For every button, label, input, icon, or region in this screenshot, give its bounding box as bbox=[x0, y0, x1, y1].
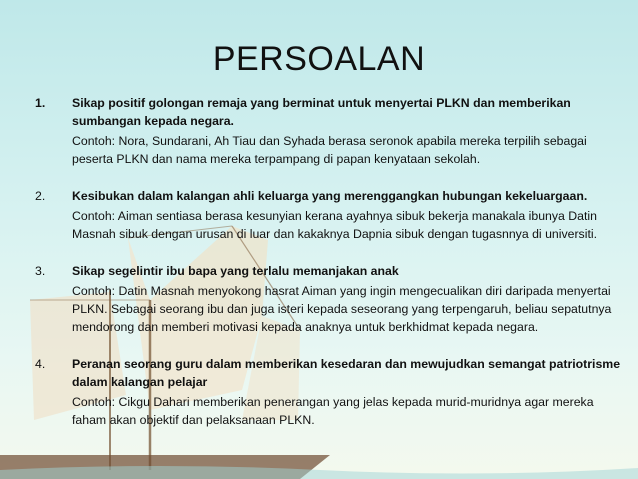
item-heading: Sikap segelintir ibu bapa yang terlalu memanjakan anak bbox=[72, 264, 399, 278]
item-body bbox=[72, 187, 625, 243]
item-number: 1. bbox=[35, 96, 46, 110]
item-heading: Kesibukan dalam kalangan ahli keluarga yang merenggangkan hubungan kekeluargaan. bbox=[72, 189, 588, 203]
list-item bbox=[35, 262, 625, 336]
item-number: 4. bbox=[35, 357, 46, 371]
issue-list bbox=[35, 94, 625, 429]
item-example: Contoh: Aiman sentiasa berasa kesunyian kerana ayahnya sibuk bekerja manakala ibunya Datin Masnah sibuk dengan urusan di luar dan kakaknya Dapnia sibuk dengan tugasnnya di universiti. bbox=[72, 209, 598, 241]
list-item bbox=[35, 94, 625, 168]
item-body bbox=[72, 355, 625, 429]
item-body bbox=[72, 262, 625, 336]
item-number: 2. bbox=[35, 189, 46, 203]
item-number: 3. bbox=[35, 264, 46, 278]
item-body bbox=[72, 94, 625, 168]
item-heading: Peranan seorang guru dalam memberikan kesedaran dan mewujudkan semangat patriotrisme dalam kalangan pelajar bbox=[72, 357, 621, 389]
item-heading: Sikap positif golongan remaja yang berminat untuk menyertai PLKN dan memberikan sumbangan kepada negara. bbox=[72, 96, 571, 128]
item-example: Contoh: Nora, Sundarani, Ah Tiau dan Syhada berasa seronok apabila mereka terpilih sebagai peserta PLKN dan nama mereka terpampang di papan kenyataan sekolah. bbox=[72, 134, 587, 166]
list-item bbox=[35, 187, 625, 243]
list-item bbox=[35, 355, 625, 429]
item-example: Contoh: Datin Masnah menyokong hasrat Aiman yang ingin mengecualikan diri daripada menyertai PLKN. Sebagai seorang ibu dan juga isteri kepada seseorang yang terpengaruh, beliau sepatutnya mendorong dan memberi motivasi kepada anaknya untuk berkhidmat kepada negara. bbox=[72, 284, 612, 334]
slide-title: PERSOALAN bbox=[212, 40, 426, 78]
item-example: Contoh: Cikgu Dahari memberikan penerangan yang jelas kepada murid-muridnya agar mereka faham akan objektif dan pelaksanaan PLKN. bbox=[72, 395, 594, 427]
